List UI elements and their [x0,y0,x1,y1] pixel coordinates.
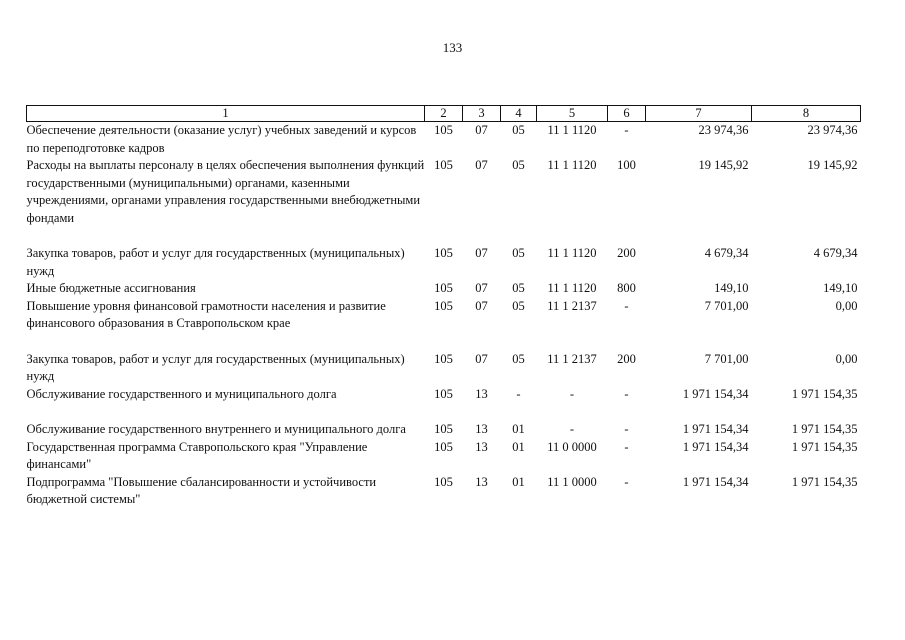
table-row [27,386,861,404]
code-expense-type: 200 [617,246,636,260]
code-subsection: 01 [512,439,525,454]
code-ministry: 105 [434,298,453,313]
item-name: Обслуживание государственного и муниципального долга [26,386,337,401]
code-expense-type: - [624,422,629,436]
code-subsection: 05 [512,246,525,260]
code-ministry: 105 [434,123,453,137]
code-subsection: 05 [512,123,525,137]
amount-planned: 23 974,36 [698,123,749,137]
code-section: 07 [475,123,488,137]
item-name: Обеспечение деятельности (оказание услуг) учебных заведений и курсов по переподготовке кадров [26,123,417,155]
code-expense-type: - [624,386,629,401]
code-ministry: 105 [434,439,453,454]
code-target: 11 1 1120 [547,158,597,172]
code-target: 11 1 2137 [547,351,597,366]
code-expense-type: - [624,439,629,454]
code-expense-type: - [624,123,629,137]
amount-planned: 1 971 154,34 [682,439,749,454]
amount-planned: 1 971 154,34 [682,474,749,489]
code-section: 07 [475,158,488,172]
item-name: Закупка товаров, работ и услуг для государственных (муниципальных) нужд [26,351,405,383]
code-section: 13 [475,422,488,436]
code-target: 11 0 0000 [547,439,597,454]
header-cell: 6 [608,106,646,122]
header-cell: 3 [463,106,501,122]
code-subsection: - [516,386,521,401]
amount-planned: 7 701,00 [704,351,749,366]
code-section: 07 [475,298,488,313]
item-name: Подпрограмма "Повышение сбалансированности и устойчивости бюджетной системы" [26,474,377,506]
table-row [27,157,861,227]
budget-table [26,105,861,509]
table-row [27,474,861,509]
code-ministry: 105 [434,281,453,295]
code-expense-type: 100 [617,158,636,172]
code-target: 11 1 1120 [547,123,597,137]
amount-planned: 19 145,92 [698,158,749,172]
item-name: Расходы на выплаты персоналу в целях обеспечения выполнения функций государственными (муниципальными) органами, казенными учреждениями, органами управления государственными внебюджетными фондами [26,158,425,225]
code-subsection: 01 [512,474,525,489]
code-subsection: 05 [512,298,525,313]
amount-executed: 4 679,34 [813,246,858,260]
code-subsection: 05 [512,351,525,366]
page-number: 133 [442,40,463,55]
code-expense-type: 800 [617,281,636,295]
table-row [27,245,861,280]
amount-planned: 7 701,00 [704,298,749,313]
amount-executed: 149,10 [823,281,858,295]
item-name: Повышение уровня финансовой грамотности населения и развитие финансового образования в Ставропольском крае [26,298,386,330]
code-ministry: 105 [434,351,453,366]
table-row [27,122,861,158]
item-name: Обслуживание государственного внутреннего и муниципального долга [26,422,406,436]
row-spacer [27,333,861,351]
header-cell: 4 [501,106,537,122]
table-row [27,298,861,333]
code-subsection: 05 [512,281,525,295]
code-subsection: 05 [512,158,525,172]
code-section: 07 [475,246,488,260]
item-name: Иные бюджетные ассигнования [26,281,196,295]
amount-executed: 23 974,36 [807,123,858,137]
code-subsection: 01 [512,422,525,436]
amount-planned: 149,10 [714,281,749,295]
code-target: - [569,386,575,401]
code-target: 11 1 1120 [547,246,597,260]
amount-executed: 19 145,92 [807,158,858,172]
code-section: 13 [475,474,488,489]
amount-executed: 1 971 154,35 [791,474,858,489]
code-target: 11 1 0000 [547,474,597,489]
amount-planned: 1 971 154,34 [682,386,749,401]
amount-executed: 0,00 [835,298,858,313]
code-target: 11 1 2137 [547,298,597,313]
header-row [27,106,861,122]
table-row [27,439,861,474]
header-cell: 1 [27,106,425,122]
row-spacer [27,403,861,421]
amount-executed: 1 971 154,35 [791,422,858,436]
code-expense-type: - [624,298,629,313]
code-ministry: 105 [434,158,453,172]
item-name: Государственная программа Ставропольского края "Управление финансами" [26,439,368,471]
header-cell: 8 [752,106,861,122]
code-target: - [569,422,575,436]
amount-executed: 1 971 154,35 [791,439,858,454]
code-ministry: 105 [434,422,453,436]
table-row [27,351,861,386]
amount-executed: 1 971 154,35 [791,386,858,401]
amount-planned: 1 971 154,34 [682,422,749,436]
code-section: 07 [475,281,488,295]
header-cell: 2 [425,106,463,122]
amount-executed: 0,00 [835,351,858,366]
table-row [27,421,861,439]
header-cell: 7 [646,106,752,122]
item-name: Закупка товаров, работ и услуг для государственных (муниципальных) нужд [26,246,405,278]
header-cell: 5 [537,106,608,122]
code-section: 13 [475,386,488,401]
code-expense-type: - [624,474,629,489]
code-ministry: 105 [434,246,453,260]
code-section: 07 [475,351,488,366]
code-ministry: 105 [434,386,453,401]
code-section: 13 [475,439,488,454]
row-spacer [27,227,861,245]
amount-planned: 4 679,34 [704,246,749,260]
code-ministry: 105 [434,474,453,489]
code-target: 11 1 1120 [547,281,597,295]
code-expense-type: 200 [617,351,636,366]
table-row [27,280,861,298]
